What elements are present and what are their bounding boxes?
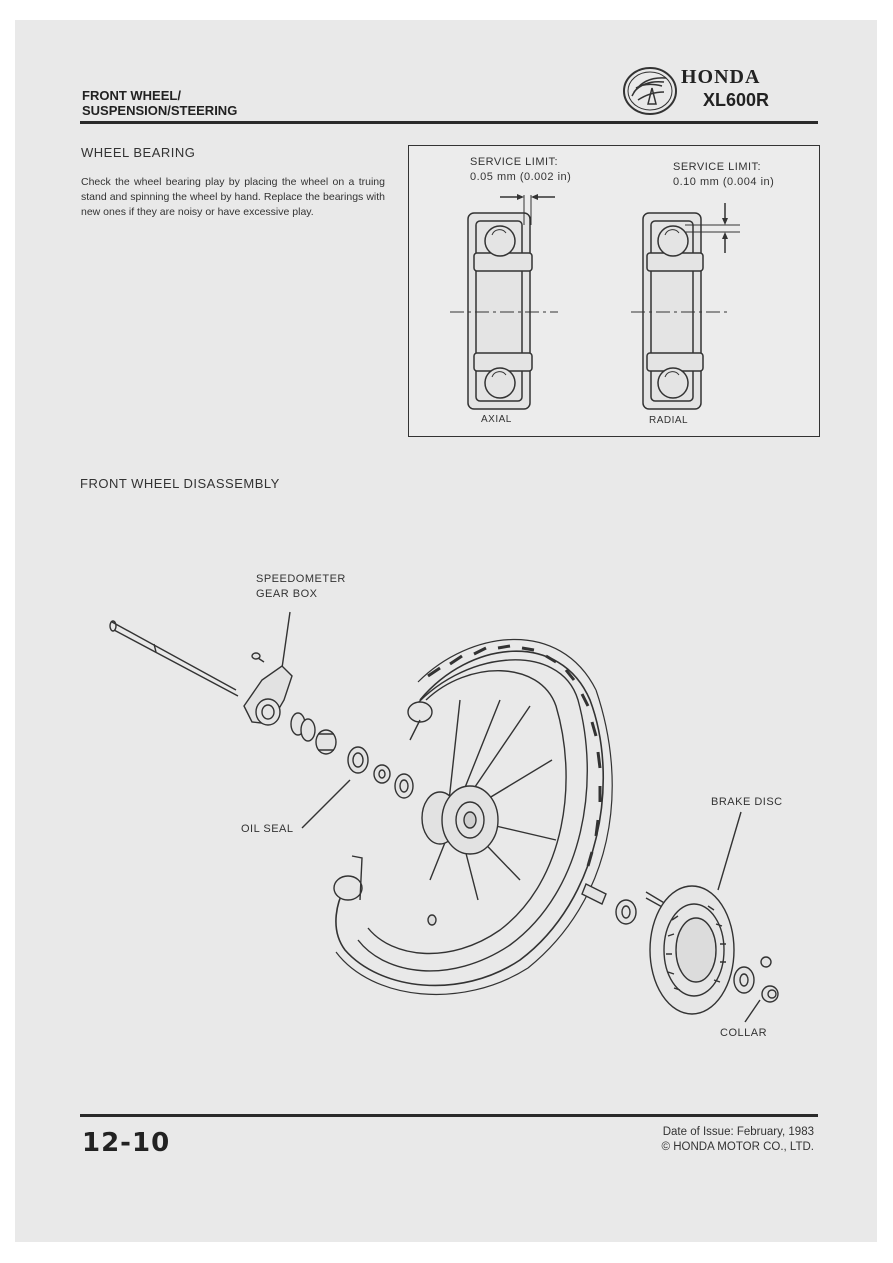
speedometer-gear-icon (291, 713, 336, 754)
model-name: XL600R (703, 90, 770, 110)
axial-caption: AXIAL (481, 414, 512, 425)
copyright: © HONDA MOTOR CO., LTD. (661, 1141, 814, 1153)
axial-limit-value: 0.05 mm (0.002 in) (470, 171, 572, 183)
footer-rule (80, 1114, 818, 1117)
collar-icon (762, 986, 778, 1002)
disassembly-title: FRONT WHEEL DISASSEMBLY (80, 476, 280, 491)
wheel-bearing-text: Check the wheel bearing play by placing the wheel on a truing stand and spinning the wheel by hand. Replace the bearings with new ones if they are noisy or have excessive play. (81, 176, 385, 218)
brand-name: HONDA (681, 66, 761, 88)
date-of-issue: Date of Issue: February, 1983 (662, 1126, 814, 1138)
oil-seal-icon (348, 747, 368, 773)
page-number: 12-10 (82, 1128, 171, 1158)
collar-label: COLLAR (720, 1027, 768, 1039)
distance-collar-icon (582, 884, 606, 904)
left-bearing-icon (395, 774, 413, 798)
right-bearing-icon (616, 900, 636, 924)
speedometer-label-line1: SPEEDOMETER (256, 573, 346, 585)
wheel-icon (334, 639, 612, 994)
axle-icon (110, 621, 238, 696)
brake-disc-label: BRAKE DISC (711, 796, 783, 808)
speedometer-label-line2: GEAR BOX (256, 588, 318, 600)
brake-disc-icon (650, 886, 734, 1014)
section-title-line2: SUSPENSION/STEERING (82, 103, 238, 118)
radial-limit-value: 0.10 mm (0.004 in) (673, 176, 775, 188)
retainer-icon (374, 765, 390, 783)
footer-info (560, 1125, 814, 1155)
axial-limit-label: SERVICE LIMIT: (470, 156, 559, 168)
radial-caption: RADIAL (649, 415, 689, 426)
wheel-bearing-title: WHEEL BEARING (81, 145, 196, 160)
oil-seal-label: OIL SEAL (241, 823, 294, 835)
speedometer-gear-box-icon (244, 653, 292, 725)
radial-limit-label: SERVICE LIMIT: (673, 161, 762, 173)
section-title-line1: FRONT WHEEL/ (82, 88, 181, 103)
